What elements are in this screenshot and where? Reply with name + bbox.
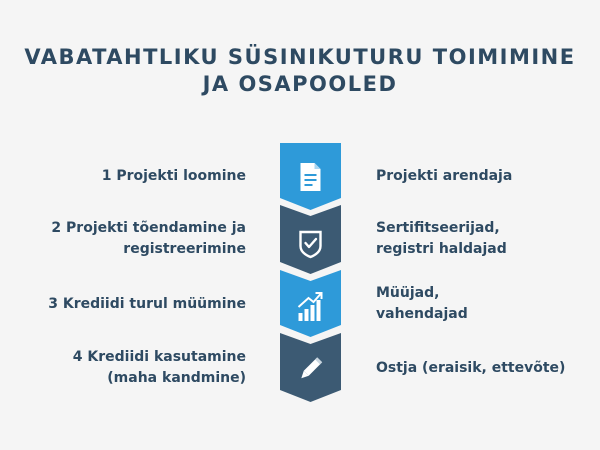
step-3-chevron	[280, 270, 341, 337]
step-1-chevron	[280, 143, 341, 210]
step-4-label-line-1: 4 Krediidi kasutamine	[72, 349, 246, 365]
step-2-label-line-1: 2 Projekti tõendamine ja	[51, 220, 246, 236]
step-1-label-line-1: 1 Projekti loomine	[101, 168, 246, 184]
step-2-actor-line-2: registri haldajad	[376, 241, 507, 257]
step-4-chevron	[280, 333, 341, 402]
step-4-actor-line-1: Ostja (eraisik, ettevõte)	[376, 360, 566, 376]
step-2-chevron	[280, 205, 341, 274]
step-3-actor-line-2: vahendajad	[376, 306, 468, 322]
diagram-title-line-1: VABATAHTLIKU SÜSINIKUTURU TOIMIMINE	[24, 45, 576, 69]
diagram-title-line-2: JA OSAPOOLED	[202, 72, 398, 96]
step-3-chevron-shape	[280, 270, 341, 337]
document-icon	[301, 163, 321, 191]
step-2-label-line-2: registreerimine	[123, 241, 246, 257]
step-4-label-line-2: (maha kandmine)	[107, 370, 246, 386]
step-1-actor-line-1: Projekti arendaja	[376, 168, 513, 184]
step-3-actor-line-1: Müüjad,	[376, 285, 440, 301]
step-2-actor-line-1: Sertifitseerijad,	[376, 220, 500, 236]
step-3-label-line-1: 3 Krediidi turul müümine	[48, 296, 246, 312]
step-2-chevron-shape	[280, 205, 341, 274]
